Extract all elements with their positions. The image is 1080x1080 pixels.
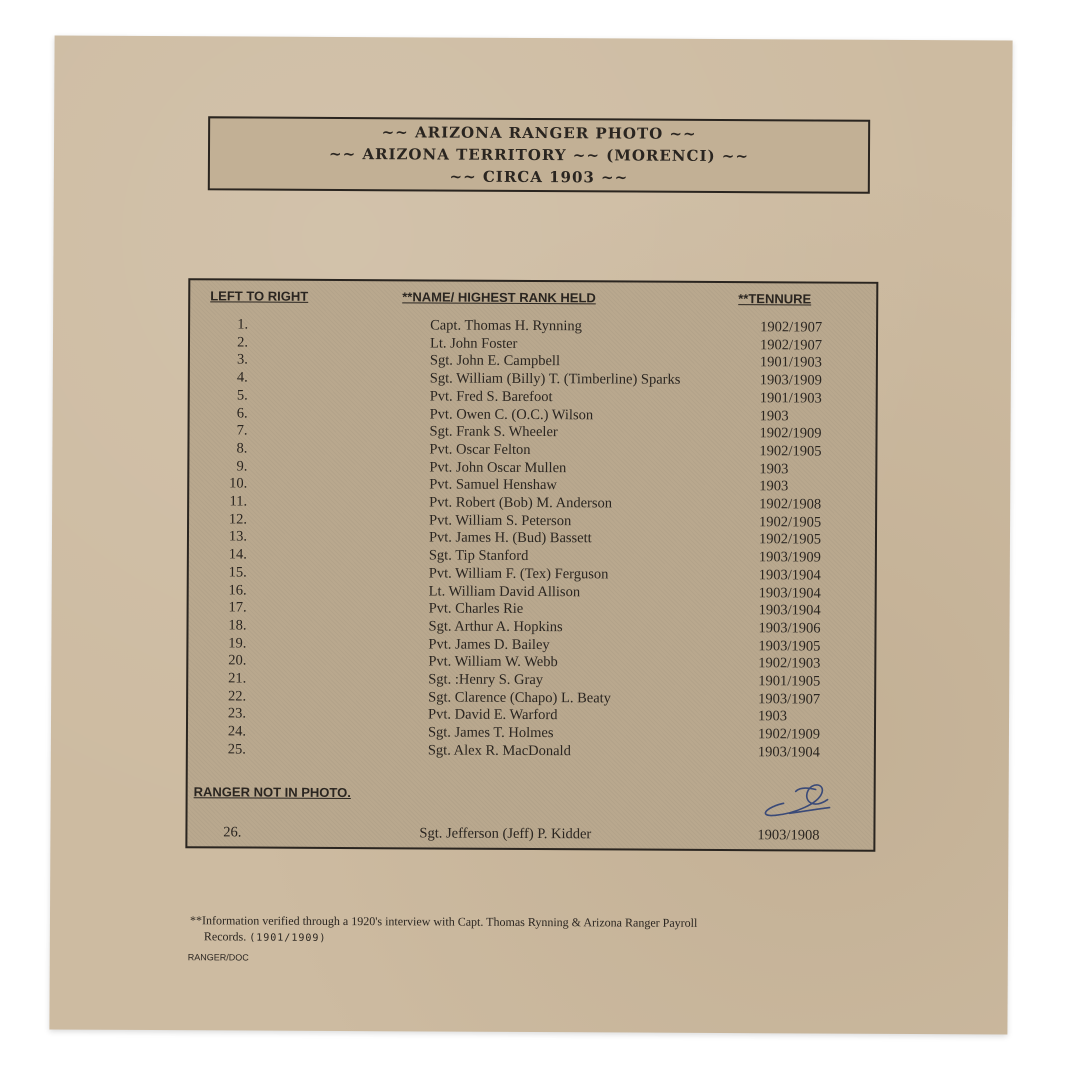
- row-name: Pvt. James H. (Bud) Bassett: [428, 529, 592, 547]
- row-tenure: 1901/1905: [758, 673, 821, 690]
- row-tenure: 1903/1906: [758, 620, 821, 637]
- row-number: 24.: [227, 723, 247, 740]
- row-tenure: 1903/1909: [759, 372, 822, 389]
- row-tenure: 1903/1909: [758, 549, 821, 566]
- row-name: Sgt. Jefferson (Jeff) P. Kidder: [419, 825, 592, 843]
- row-tenure: 1902/1903: [758, 655, 821, 672]
- row-number: 13.: [228, 528, 248, 545]
- table-row-not-in-photo: [187, 824, 873, 846]
- row-name: Sgt. :Henry S. Gray: [428, 671, 544, 689]
- row-tenure: 1903/1905: [758, 637, 821, 655]
- row-number: 23.: [227, 705, 247, 722]
- row-tenure: 1901/1903: [759, 389, 822, 407]
- row-number: 9.: [236, 458, 248, 475]
- row-number: 1.: [237, 316, 249, 333]
- row-number: 15.: [228, 564, 247, 581]
- row-tenure: 1903/1904: [757, 743, 820, 761]
- roster-box: [185, 278, 878, 852]
- row-tenure: 1903: [759, 407, 789, 424]
- footnote-records: Records.: [203, 929, 247, 944]
- row-name: Pvt. Fred S. Barefoot: [429, 388, 553, 405]
- row-name: Sgt. Clarence (Chapo) L. Beaty: [428, 689, 612, 707]
- row-number: 26.: [223, 824, 242, 841]
- row-number: 18.: [228, 617, 247, 634]
- footnote-line-1: **Information verified through a 1920's interview with Capt. Thomas Rynning & Arizona Ranger Payroll: [189, 913, 698, 930]
- row-number: 5.: [236, 387, 248, 404]
- row-tenure: 1903/1904: [758, 584, 821, 602]
- row-name: Pvt. William F. (Tex) Ferguson: [428, 565, 609, 583]
- row-number: 4.: [236, 369, 248, 386]
- not-in-photo-label: RANGER NOT IN PHOTO.: [193, 784, 351, 801]
- row-tenure: 1902/1909: [759, 425, 822, 442]
- row-name: Pvt. Charles Rie: [428, 600, 524, 618]
- title-line-2: ~~ ARIZONA TERRITORY ~~ (MORENCI) ~~: [328, 144, 749, 166]
- row-tenure: 1902/1905: [758, 531, 822, 548]
- row-name: Lt. John Foster: [429, 335, 518, 352]
- title-line-1: ~~ ARIZONA RANGER PHOTO ~~: [381, 123, 697, 143]
- row-name: Pvt. David E. Warford: [428, 706, 558, 724]
- row-tenure: 1902/1909: [757, 726, 821, 743]
- row-name: Pvt. William S. Peterson: [429, 512, 572, 529]
- row-tenure: 1903/1904: [758, 602, 821, 619]
- header-name: **NAME/ HIGHEST RANK HELD: [402, 289, 596, 306]
- header-position: LEFT TO RIGHT: [210, 288, 309, 304]
- row-tenure: 1903/1908: [757, 827, 820, 844]
- row-name: Sgt. Arthur A. Hopkins: [428, 618, 563, 636]
- footnote-line-2: [190, 928, 890, 950]
- row-tenure: 1903: [759, 460, 789, 477]
- row-number: 20.: [228, 652, 247, 669]
- row-tenure: 1902/1905: [759, 443, 822, 460]
- row-name: Lt. William David Allison: [428, 582, 581, 600]
- row-name: Sgt. Frank S. Wheeler: [429, 423, 558, 441]
- row-name: Pvt. Owen C. (O.C.) Wilson: [429, 405, 594, 423]
- row-name: Sgt. Alex R. MacDonald: [427, 742, 571, 760]
- row-number: 7.: [236, 422, 248, 439]
- title-line-3: ~~ CIRCA 1903 ~~: [449, 167, 629, 187]
- row-number: 8.: [236, 440, 248, 457]
- row-name: Pvt. Robert (Bob) M. Anderson: [429, 494, 613, 512]
- row-number: 14.: [228, 546, 247, 563]
- row-number: 6.: [236, 404, 248, 422]
- row-tenure: 1903: [758, 708, 788, 725]
- row-number: 16.: [228, 581, 247, 599]
- row-tenure: 1901/1903: [759, 354, 822, 371]
- title-box: [208, 116, 870, 193]
- row-name: Capt. Thomas H. Rynning: [430, 317, 582, 335]
- row-number: 10.: [229, 475, 248, 492]
- row-name: Pvt. Oscar Felton: [429, 441, 531, 458]
- row-name: Pvt. James D. Bailey: [428, 636, 550, 653]
- header-tenure: **TENNURE: [738, 291, 812, 307]
- row-name: Pvt. John Oscar Mullen: [429, 459, 567, 476]
- row-tenure: 1902/1908: [759, 496, 822, 513]
- row-number: 2.: [237, 334, 249, 351]
- row-number: 3.: [236, 351, 248, 368]
- document-sheet: [49, 35, 1012, 1034]
- row-name: Sgt. John E. Campbell: [429, 352, 561, 370]
- row-tenure: 1902/1907: [759, 336, 823, 354]
- row-tenure: 1903/1907: [758, 690, 821, 708]
- row-name: Sgt. William (Billy) T. (Timberline) Sparks: [429, 370, 681, 388]
- row-tenure: 1902/1905: [759, 513, 822, 531]
- row-number: 22.: [227, 688, 247, 705]
- row-name: Pvt. William W. Webb: [428, 653, 558, 671]
- table-row: [188, 741, 874, 763]
- doc-code: RANGER/DOC: [187, 952, 249, 963]
- row-number: 12.: [228, 511, 248, 528]
- row-name: Sgt. James T. Holmes: [427, 724, 554, 742]
- row-name: Sgt. Tip Stanford: [428, 547, 529, 565]
- row-number: 21.: [228, 670, 247, 687]
- footnote-years: (1901/1909): [249, 932, 327, 944]
- row-number: 19.: [228, 635, 247, 652]
- signature-mark: [756, 773, 836, 819]
- footnote: [190, 912, 890, 950]
- row-tenure: 1903: [759, 478, 789, 495]
- row-tenure: 1903/1904: [758, 566, 821, 584]
- row-number: 17.: [228, 599, 247, 616]
- row-name: Pvt. Samuel Henshaw: [429, 476, 557, 494]
- row-tenure: 1902/1907: [760, 319, 823, 336]
- row-number: 25.: [227, 741, 246, 758]
- row-number: 11.: [229, 493, 248, 510]
